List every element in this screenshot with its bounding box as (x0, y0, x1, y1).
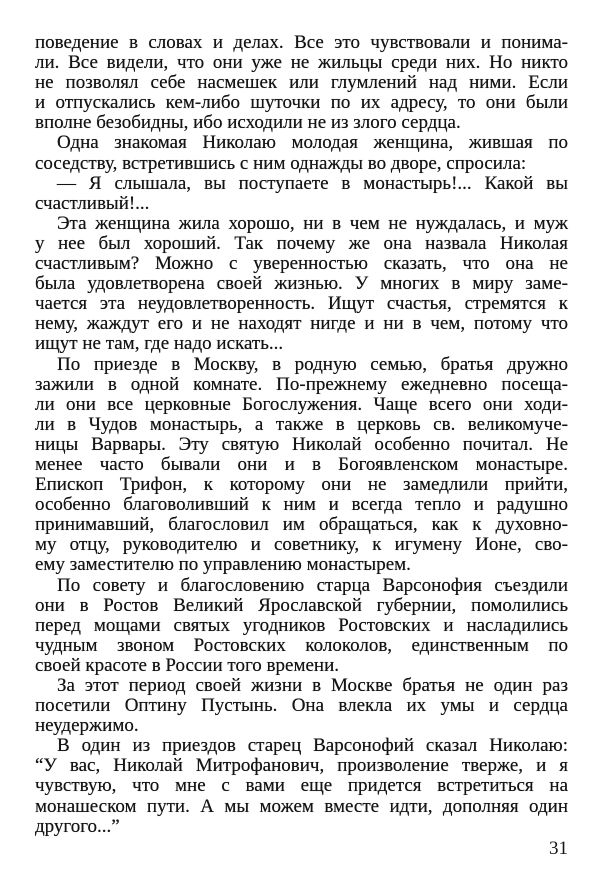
page-number: 31 (549, 838, 568, 859)
text-line: счастливым? Можно с уверенностью сказать, что она не (35, 253, 568, 275)
paragraph (35, 676, 568, 736)
text-line: другого...” (35, 815, 120, 837)
text-line: менее часто бывали они и в Богоявленском монастыре. (35, 453, 568, 475)
text-line: ницы Варвары. Эту святую Николай особенно почитал. Не (35, 433, 568, 455)
text-line: чудным звоном Ростовских колоколов, единственным по (35, 634, 568, 656)
page-body-text (35, 33, 568, 837)
text-line: посетили Оптину Пустынь. Она влекла их умы и сердца (35, 695, 568, 717)
text-line: не позволял себе насмешек или глумлений над ними. Если (35, 72, 568, 94)
text-line: ли в Чудов монастырь, а также в церковь св. великомуче- (35, 413, 568, 435)
paragraph (35, 355, 568, 576)
text-line: счастливый!... (35, 192, 150, 214)
paragraph (35, 33, 568, 133)
paragraph (35, 214, 568, 355)
paragraph (35, 133, 568, 173)
text-line: Одна знакомая Николаю молодая женщина, жившая по (57, 132, 568, 154)
text-line: ищут не там, где надо искать... (35, 333, 284, 355)
text-line: принимавший, благословил им обращаться, как к духовно- (35, 514, 568, 536)
text-line: чувствую, что мне с вами еще придется встретиться на (35, 775, 568, 797)
text-line: — Я слышала, вы поступаете в монастырь!... Какой вы (57, 172, 568, 194)
text-line: чается эта неудовлетворенность. Ищут счастья, стремятся к (35, 293, 568, 315)
text-line: и отпускались кем-либо шуточки по их адресу, то они были (35, 92, 568, 114)
paragraph (35, 174, 568, 214)
text-line: неудержимо. (35, 715, 139, 737)
text-line: у нее был хороший. Так почему же она назвала Николая (35, 232, 568, 254)
text-line: За этот период своей жизни в Москве братья не один раз (57, 675, 568, 696)
text-line: му отцу, руководителю и советнику, к игумену Ионе, сво- (35, 534, 568, 556)
text-line: монашеском пути. А мы можем вместе идти, дополняя один (35, 795, 568, 817)
text-line: В один из приездов старец Варсонофий сказал Николаю: (57, 735, 568, 757)
text-line: они в Ростов Великий Ярославской губернии, помолились (35, 594, 568, 616)
text-line: зажили в одной комнате. По-прежнему ежедневно посеща- (35, 373, 568, 395)
text-line: соседству, встретившись с ним однажды во дворе, спросила: (35, 152, 527, 174)
paragraph (35, 576, 568, 676)
text-line: была удовлетворена своей жизнью. У многих в миру заме- (35, 273, 568, 295)
text-line: нему, жаждут его и не находят нигде и ни в чем, потому что (35, 313, 568, 335)
text-line: своей красоте в России того времени. (35, 654, 339, 676)
text-line: По совету и благословению старца Варсонофия съездили (57, 574, 568, 596)
text-line: Эта женщина жила хорошо, ни в чем не нуждалась, и муж (57, 212, 568, 234)
text-line: Епископ Трифон, к которому они не замедлили прийти, (35, 474, 568, 496)
paragraph (35, 736, 568, 836)
text-line: перед мощами святых угодников Ростовских и насладились (35, 614, 568, 636)
text-line: ему заместителю по управлению монастырем. (35, 554, 411, 576)
text-line: особенно благоволивший к ним и всегда тепло и радушно (35, 494, 568, 516)
text-line: “У вас, Николай Митрофанович, произволение тверже, и я (35, 755, 568, 777)
text-line: ли. Все видели, что они уже не жильцы среди них. Но никто (35, 52, 568, 74)
text-line: вполне безобидны, ибо исходили не из злого сердца. (35, 112, 461, 134)
text-line: ли они все церковные Богослужения. Чаще всего они ходи- (35, 393, 568, 415)
text-line: По приезде в Москву, в родную семью, братья дружно (57, 353, 568, 375)
text-line: поведение в словах и делах. Все это чувствовали и понима- (35, 32, 568, 53)
